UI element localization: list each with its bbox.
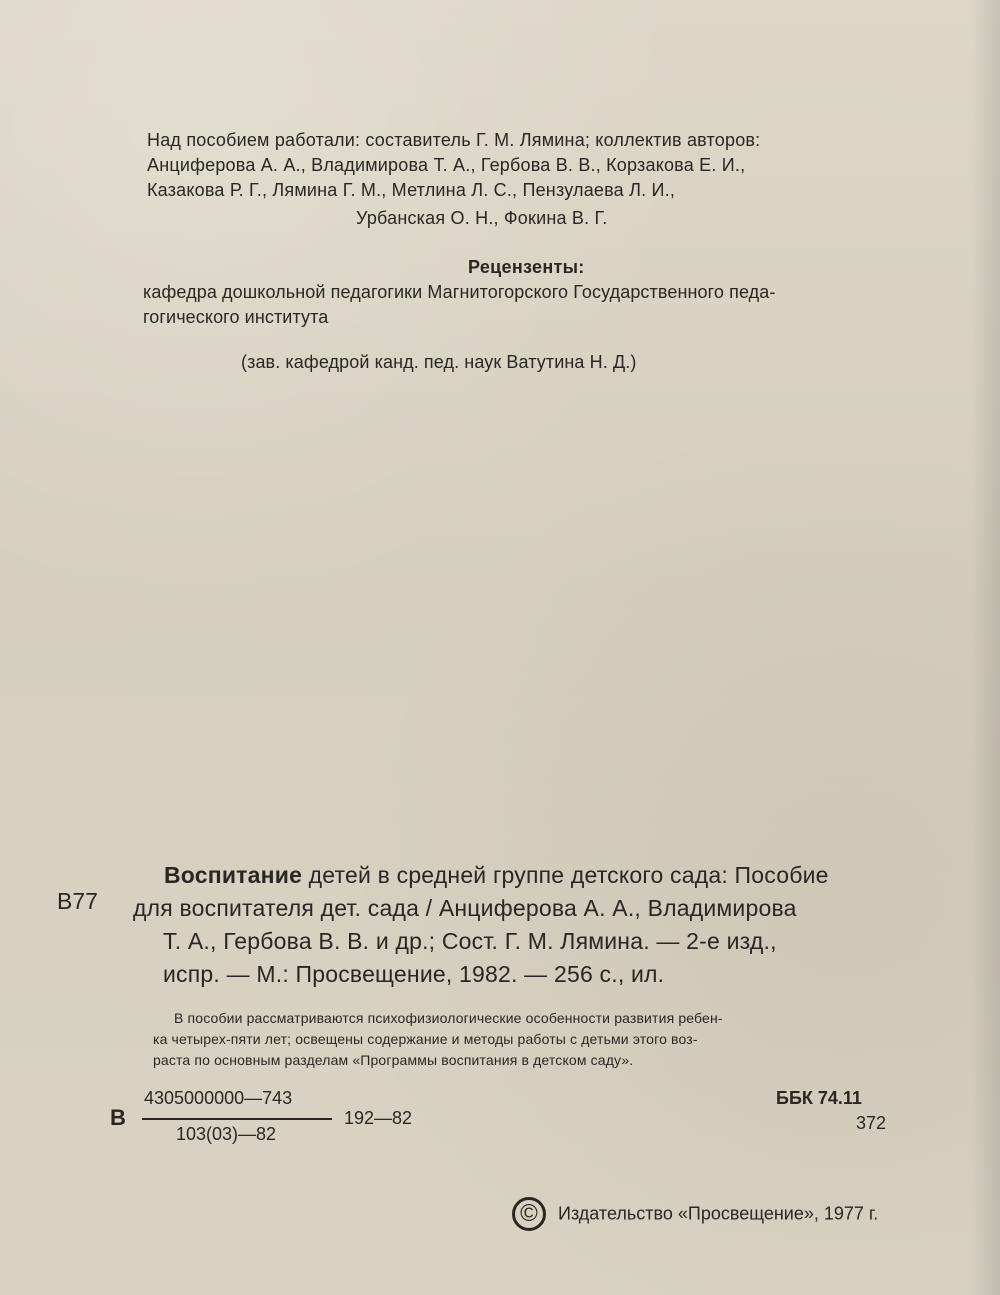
- copyright-text: Издательство «Просвещение», 1977 г.: [558, 1203, 879, 1224]
- bbk-line-1: ББК 74.11: [776, 1088, 862, 1108]
- abstract-line-2: ка четырех-пяти лет; освещены содержание и методы работы с детьми этого воз-: [153, 1031, 698, 1047]
- index-letter: В: [110, 1105, 126, 1130]
- bibliography-title-word: Воспитание: [164, 862, 303, 888]
- credits-line-3: Казакова Р. Г., Лямина Г. М., Метлина Л. С., Пензулаева Л. И.,: [147, 180, 676, 200]
- abstract-line-3: раста по основным разделам «Программы воспитания в детском саду».: [153, 1052, 634, 1068]
- bibliographic-code: В77: [57, 888, 98, 914]
- bbk-code: [776, 1088, 916, 1148]
- index-year-code: 192—82: [344, 1108, 413, 1128]
- index-fraction: [142, 1088, 347, 1146]
- credits-line-4: Урбанская О. Н., Фокина В. Г.: [356, 208, 608, 228]
- reviewers-line-2: гогического института: [143, 307, 329, 327]
- bibliography-line-3: Т. А., Гербова В. В. и др.; Сост. Г. М. Лямина. — 2-е изд.,: [163, 928, 777, 954]
- copyright-icon: ©: [512, 1197, 546, 1231]
- abstract-line-1: В пособии рассматриваются психофизиологические особенности развития ребен-: [174, 1010, 723, 1026]
- bbk-line-2: 372: [856, 1113, 887, 1133]
- page-edge-shadow: [970, 0, 1000, 1295]
- reviewers-heading: Рецензенты:: [468, 257, 585, 277]
- index-denominator: 103(03)—82: [176, 1124, 277, 1144]
- bibliography-line-1-rest: детей в средней группе детского сада: Пособие: [302, 862, 829, 888]
- index-numerator: 4305000000—743: [144, 1088, 293, 1108]
- fraction-bar: [142, 1118, 332, 1120]
- credits-line-2: Анциферова А. А., Владимирова Т. А., Гербова В. В., Корзакова Е. И.,: [147, 155, 746, 175]
- copyright-line: [512, 1197, 878, 1231]
- bibliography-line-4: испр. — М.: Просвещение, 1982. — 256 с., ил.: [163, 961, 665, 987]
- reviewers-line-3: (зав. кафедрой канд. пед. наук Ватутина Н. Д.): [241, 352, 637, 372]
- bibliography-line-2: для воспитателя дет. сада / Анциферова А. А., Владимирова: [133, 895, 797, 921]
- reviewers-line-1: кафедра дошкольной педагогики Магнитогорского Государственного педа-: [143, 282, 776, 302]
- bibliography-line-1: [164, 862, 829, 889]
- credits-line-1: Над пособием работали: составитель Г. М. Лямина; коллектив авторов:: [147, 130, 761, 150]
